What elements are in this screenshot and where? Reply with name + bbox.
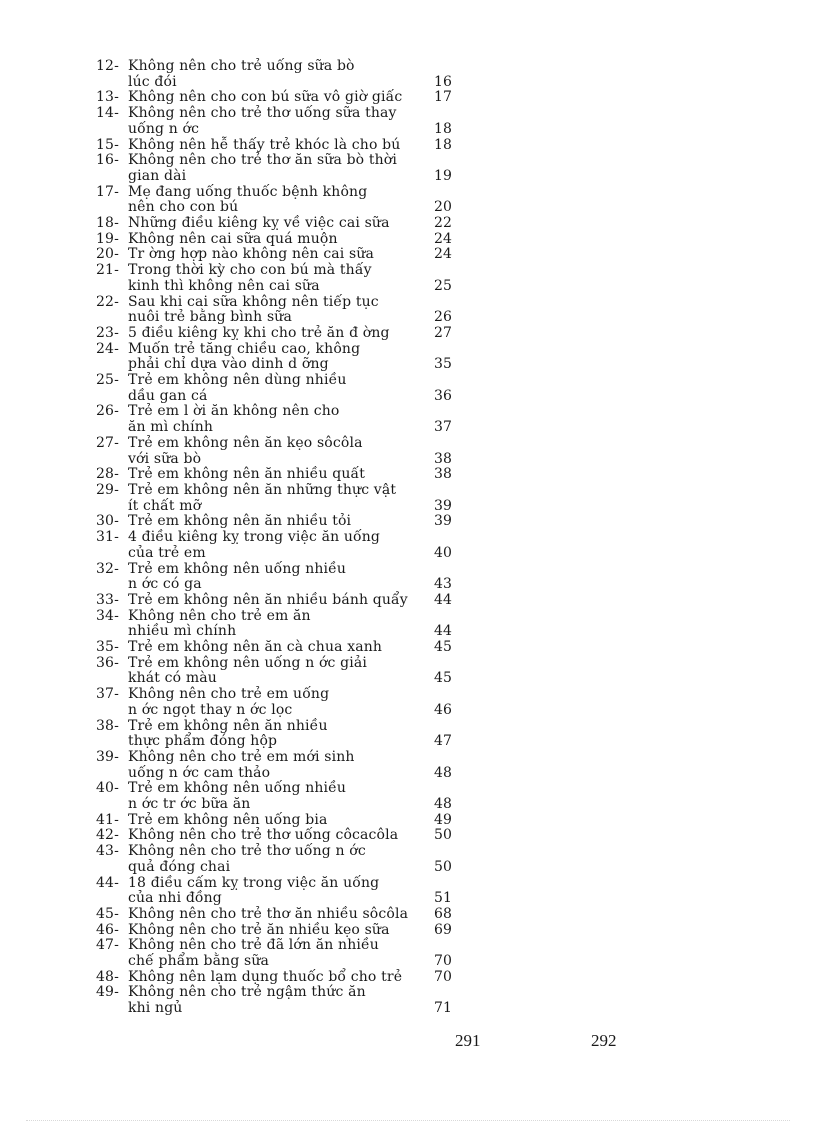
toc-entry-number: 45- — [96, 905, 119, 922]
toc-entry-number: 36- — [96, 654, 119, 671]
toc-entry — [96, 562, 456, 593]
toc-entry-page: 45 — [434, 670, 453, 687]
toc-entry-number: 13- — [96, 89, 119, 106]
toc-entry-page: 24 — [434, 246, 453, 263]
toc-entry — [96, 373, 456, 404]
toc-entry-page: 17 — [434, 89, 453, 106]
toc-entry-page: 35 — [434, 356, 453, 373]
toc-entry-page: 47 — [434, 733, 453, 750]
toc-entry-title: 5 điều kiêng kỵ khi cho trẻ ăn đ ờng — [128, 324, 390, 341]
toc-entry — [96, 687, 456, 718]
toc-entry-title: Trong thời kỳ cho con bú mà thấy kinh thì không nên cai sữa — [128, 262, 372, 294]
toc-entry-title: Không nên cho trẻ thơ uống côcacôla — [128, 827, 399, 844]
toc-entry-page: 38 — [434, 450, 453, 467]
toc-entry-page: 45 — [434, 639, 453, 656]
toc-entry — [96, 781, 456, 812]
toc-entry — [96, 750, 456, 781]
toc-entry — [96, 844, 456, 875]
toc-entry-page: 18 — [434, 136, 453, 153]
toc-entry-number: 27- — [96, 434, 119, 451]
toc-entry — [96, 138, 456, 154]
toc-entry-number: 39- — [96, 748, 119, 765]
toc-entry-page: 69 — [434, 921, 453, 938]
toc-entry — [96, 530, 456, 561]
toc-entry — [96, 609, 456, 640]
toc-entry-number: 14- — [96, 105, 119, 122]
toc-entry — [96, 404, 456, 435]
bottom-divider — [26, 1120, 790, 1121]
toc-entry-title: Trẻ em không nên ăn nhiều tỏi — [128, 513, 352, 530]
toc-entry-number: 23- — [96, 324, 119, 341]
toc-entry-title: Muốn trẻ tăng chiều cao, không phải chỉ dựa vào dinh d ỡng — [128, 340, 361, 373]
toc-entry-number: 46- — [96, 921, 119, 938]
toc-entry — [96, 216, 456, 232]
toc-entry — [96, 90, 456, 106]
toc-entry-number: 17- — [96, 183, 119, 200]
toc-entry-page: 20 — [434, 199, 453, 216]
toc-entry-number: 19- — [96, 230, 119, 247]
toc-entry-number: 16- — [96, 152, 119, 169]
toc-entry — [96, 342, 456, 373]
toc-entry-title: Không nên cho trẻ thơ ăn sữa bò thời gian dài — [128, 152, 398, 184]
toc-entry-number: 47- — [96, 937, 119, 954]
toc-entry-title: Không nên cho trẻ ăn nhiều kẹo sữa — [128, 921, 390, 938]
toc-entry-page: 19 — [434, 167, 453, 184]
toc-entry-number: 15- — [96, 136, 119, 153]
toc-entry — [96, 295, 456, 326]
toc-entry-number: 42- — [96, 827, 119, 844]
toc-entry-title: Không nên hễ thấy trẻ khóc là cho bú — [128, 136, 401, 153]
toc-entry — [96, 483, 456, 514]
toc-entry-page: 40 — [434, 544, 453, 561]
toc-entry-number: 18- — [96, 215, 119, 232]
toc-entry-page: 46 — [434, 701, 453, 718]
toc-entry-number: 40- — [96, 780, 119, 797]
toc-entry-number: 21- — [96, 262, 119, 279]
toc-entry — [96, 719, 456, 750]
toc-entry-title: Không nên cho trẻ ngậm thức ăn khi ngủ — [128, 984, 366, 1017]
toc-entry-page: 18 — [434, 120, 453, 137]
toc-entry — [96, 938, 456, 969]
toc-entry-page: 26 — [434, 309, 453, 326]
toc-entry-title: Trẻ em không nên ăn nhiều bánh quẩy — [128, 591, 408, 608]
toc-entry-number: 31- — [96, 529, 119, 546]
toc-entry-page: 70 — [434, 968, 453, 985]
toc-entry-title: Trẻ em không nên uống n ớc giải khát có màu — [128, 654, 368, 687]
toc-entry-number: 32- — [96, 560, 119, 577]
toc-entry — [96, 106, 456, 137]
toc-entry-page: 43 — [434, 576, 453, 593]
toc-entry-page: 39 — [434, 513, 453, 530]
toc-entry-number: 29- — [96, 481, 119, 498]
toc-entry-title: Không nên lạm dụng thuốc bổ cho trẻ — [128, 968, 403, 985]
toc-entry-page: 16 — [434, 73, 453, 90]
toc-entry-page: 48 — [434, 796, 453, 813]
toc-entry-title: Sau khi cai sữa không nên tiếp tục nuôi trẻ bằng bình sữa — [128, 293, 379, 326]
toc-entry-title: Trẻ em l ời ăn không nên cho ăn mì chính — [128, 403, 340, 436]
toc-entry — [96, 593, 456, 609]
toc-entry-title: 4 điều kiêng kỵ trong việc ăn uống của trẻ em — [128, 529, 381, 561]
toc-entry-number: 48- — [96, 968, 119, 985]
toc-entry-title: Trẻ em không nên dùng nhiều dầu gan cá — [128, 372, 347, 404]
page-number-left: 291 — [455, 1031, 481, 1050]
toc-entry — [96, 247, 456, 263]
toc-entry-number: 24- — [96, 340, 119, 357]
toc-entry — [96, 907, 456, 923]
toc-entry-title: 18 điều cấm kỵ trong việc ăn uống của nhi đồng — [128, 874, 380, 907]
toc-entry-number: 44- — [96, 874, 119, 891]
toc-entry-number: 35- — [96, 639, 119, 656]
toc-entry-title: Trẻ em không nên uống bia — [128, 811, 328, 828]
toc-entry-page: 51 — [434, 890, 453, 907]
toc-entry-number: 12- — [96, 58, 119, 74]
toc-entry-title: Trẻ em không nên ăn những thực vật ít chất mỡ — [128, 481, 397, 514]
toc-entry — [96, 514, 456, 530]
toc-entry-page: 70 — [434, 953, 453, 970]
toc-entry — [96, 185, 456, 216]
toc-entry-page: 36 — [434, 387, 453, 404]
toc-entry-number: 22- — [96, 293, 119, 310]
toc-entry-number: 38- — [96, 717, 119, 734]
toc-entry-number: 33- — [96, 591, 119, 608]
toc-entry-number: 49- — [96, 984, 119, 1001]
toc-entry-title: Mẹ đang uống thuốc bệnh không nên cho con bú — [128, 183, 368, 216]
toc-entry — [96, 326, 456, 342]
toc-entry — [96, 876, 456, 907]
toc-entry-title: Trẻ em không nên ăn kẹo sôcôla với sữa bò — [128, 434, 363, 467]
toc-entry-title: Không nên cho con bú sữa vô giờ giấc — [128, 89, 403, 106]
toc-entry-title: Những điều kiêng kỵ về việc cai sữa — [128, 215, 390, 232]
toc-entry-title: Tr ờng hợp nào không nên cai sữa — [128, 246, 375, 263]
toc-entry-page: 38 — [434, 466, 453, 483]
toc-entry-page: 49 — [434, 811, 453, 828]
toc-entry-page: 22 — [434, 215, 453, 232]
toc-entry-page: 71 — [434, 1000, 453, 1017]
toc-entry — [96, 59, 456, 90]
toc-entry-title: Không nên cho trẻ em mới sinh uống n ớc cam thảo — [128, 748, 355, 781]
toc-entry-page: 44 — [434, 591, 453, 608]
toc-entry-page: 50 — [434, 827, 453, 844]
toc-entry — [96, 467, 456, 483]
toc-entry-page: 39 — [434, 497, 453, 514]
toc-entry-page: 25 — [434, 277, 453, 294]
toc-entry-number: 43- — [96, 843, 119, 860]
toc-entry-page: 44 — [434, 623, 453, 640]
toc-entry-number: 20- — [96, 246, 119, 263]
toc-entry-page: 27 — [434, 324, 453, 341]
page-number-right: 292 — [591, 1031, 617, 1050]
toc-entry — [96, 828, 456, 844]
toc-entry — [96, 153, 456, 184]
toc-entry-title: Trẻ em không nên ăn nhiều quất — [128, 466, 365, 483]
toc-entry-title: Không nên cho trẻ em uống n ớc ngọt thay n ớc lọc — [128, 686, 330, 718]
toc-entry-number: 41- — [96, 811, 119, 828]
toc-entry-page: 48 — [434, 764, 453, 781]
toc-entry-number: 34- — [96, 607, 119, 624]
toc-entry-title: Trẻ em không nên ăn cà chua xanh — [128, 639, 383, 656]
toc-entry-page: 37 — [434, 419, 453, 436]
toc-entry-title: Không nên cho trẻ em ăn nhiều mì chính — [128, 607, 311, 640]
table-of-contents — [96, 59, 456, 1017]
toc-entry-number: 26- — [96, 403, 119, 420]
toc-entry-page: 68 — [434, 905, 453, 922]
toc-entry-title: Không nên cho trẻ thơ uống sữa thay uống n ớc — [128, 105, 397, 137]
toc-entry — [96, 263, 456, 294]
toc-entry-page: 24 — [434, 230, 453, 247]
toc-entry-page: 50 — [434, 858, 453, 875]
toc-entry-number: 30- — [96, 513, 119, 530]
toc-entry-title: Không nên cai sữa quá muộn — [128, 230, 338, 247]
toc-entry-title: Không nên cho trẻ uống sữa bò lúc đói — [128, 58, 355, 90]
toc-entry — [96, 640, 456, 656]
toc-entry-title: Trẻ em không nên ăn nhiều thực phẩm đóng hộp — [128, 717, 328, 750]
toc-entry-title: Không nên cho trẻ thơ ăn nhiều sôcôla — [128, 905, 409, 922]
toc-entry-number: 28- — [96, 466, 119, 483]
toc-entry-number: 25- — [96, 372, 119, 389]
toc-entry-title: Trẻ em không nên uống nhiều n ớc có ga — [128, 560, 347, 593]
toc-entry-title: Không nên cho trẻ đã lớn ăn nhiều chế phẩm bằng sữa — [128, 937, 379, 970]
toc-entry-title: Không nên cho trẻ thơ uống n ớc quả đóng chai — [128, 843, 366, 875]
toc-entry-number: 37- — [96, 686, 119, 703]
toc-entry — [96, 436, 456, 467]
toc-entry — [96, 985, 456, 1016]
toc-entry — [96, 656, 456, 687]
toc-entry-title: Trẻ em không nên uống nhiều n ớc tr ớc bữa ăn — [128, 780, 347, 813]
